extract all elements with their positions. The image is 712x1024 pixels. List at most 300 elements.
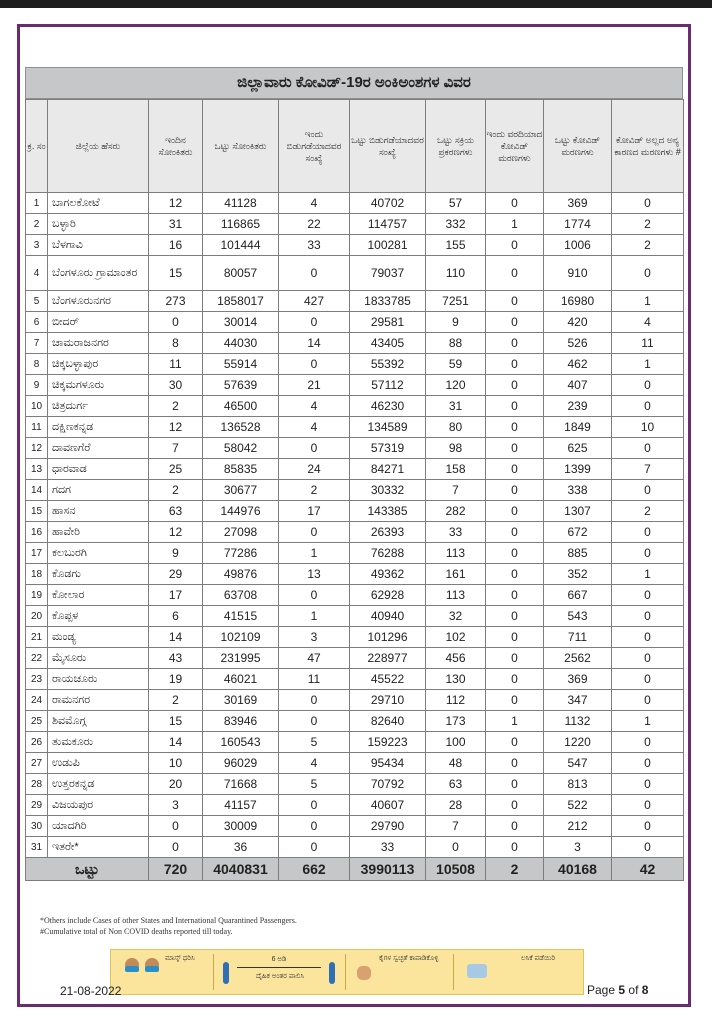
value-cell: 48	[426, 753, 486, 774]
value-cell: 4	[612, 312, 684, 333]
value-cell: 57319	[350, 438, 426, 459]
district-name-cell: ವಿಜಯಪುರ	[48, 795, 149, 816]
value-cell: 0	[279, 837, 350, 858]
value-cell: 77286	[203, 543, 279, 564]
header-non-covid-deaths: ಕೋವಿಡ್ ಅಲ್ಲದ ಅನ್ಯ ಕಾರಣದ ಮರಣಗಳು #	[612, 100, 684, 193]
value-cell: 21	[279, 375, 350, 396]
value-cell: 672	[544, 522, 612, 543]
value-cell: 369	[544, 669, 612, 690]
table-row	[26, 501, 684, 522]
value-cell: 11	[149, 354, 203, 375]
banner-divider	[345, 954, 346, 990]
table-row	[26, 732, 684, 753]
value-cell: 0	[486, 816, 544, 837]
value-cell: 0	[486, 837, 544, 858]
table-row	[26, 585, 684, 606]
district-name-cell: ಚಿಕ್ಕಬಳ್ಳಾಪುರ	[48, 354, 149, 375]
value-cell: 1	[486, 711, 544, 732]
value-cell: 29710	[350, 690, 426, 711]
district-name-cell: ಮಂಡ್ಯ	[48, 627, 149, 648]
value-cell: 30169	[203, 690, 279, 711]
value-cell: 57112	[350, 375, 426, 396]
value-cell: 43405	[350, 333, 426, 354]
district-name-cell: ಕಲಬುರಗಿ	[48, 543, 149, 564]
value-cell: 3	[544, 837, 612, 858]
value-cell: 2	[612, 501, 684, 522]
value-cell: 0	[486, 438, 544, 459]
value-cell: 0	[486, 585, 544, 606]
value-cell: 13	[279, 564, 350, 585]
sl-cell: 13	[26, 459, 48, 480]
value-cell: 16	[149, 235, 203, 256]
value-cell: 2	[612, 214, 684, 235]
district-name-cell: ಉಡುಪಿ	[48, 753, 149, 774]
value-cell: 0	[279, 585, 350, 606]
value-cell: 0	[486, 627, 544, 648]
value-cell: 0	[612, 480, 684, 501]
district-name-cell: ಮೈಸೂರು	[48, 648, 149, 669]
total-cell: 720	[149, 858, 203, 881]
value-cell: 32	[426, 606, 486, 627]
table-row	[26, 816, 684, 837]
table-row	[26, 795, 684, 816]
table-row	[26, 543, 684, 564]
district-name-cell: ಧಾರವಾಡ	[48, 459, 149, 480]
value-cell: 352	[544, 564, 612, 585]
value-cell: 28	[426, 795, 486, 816]
value-cell: 33	[350, 837, 426, 858]
total-row	[26, 858, 684, 881]
value-cell: 95434	[350, 753, 426, 774]
value-cell: 20	[149, 774, 203, 795]
value-cell: 96029	[203, 753, 279, 774]
sl-cell: 21	[26, 627, 48, 648]
value-cell: 1	[612, 564, 684, 585]
table-row	[26, 375, 684, 396]
value-cell: 17	[279, 501, 350, 522]
value-cell: 134589	[350, 417, 426, 438]
sl-cell: 22	[26, 648, 48, 669]
value-cell: 228977	[350, 648, 426, 669]
header-active: ಒಟ್ಟು ಸಕ್ರಿಯ ಪ್ರಕರಣಗಳು	[426, 100, 486, 193]
value-cell: 0	[486, 732, 544, 753]
value-cell: 420	[544, 312, 612, 333]
value-cell: 2	[149, 480, 203, 501]
value-cell: 0	[279, 690, 350, 711]
value-cell: 9	[149, 543, 203, 564]
value-cell: 625	[544, 438, 612, 459]
value-cell: 80	[426, 417, 486, 438]
value-cell: 144976	[203, 501, 279, 522]
value-cell: 0	[612, 837, 684, 858]
value-cell: 136528	[203, 417, 279, 438]
value-cell: 46021	[203, 669, 279, 690]
value-cell: 31	[149, 214, 203, 235]
sl-cell: 7	[26, 333, 48, 354]
value-cell: 101296	[350, 627, 426, 648]
value-cell: 88	[426, 333, 486, 354]
value-cell: 0	[279, 354, 350, 375]
value-cell: 9	[426, 312, 486, 333]
value-cell: 0	[612, 606, 684, 627]
person-icon	[329, 962, 335, 984]
value-cell: 45522	[350, 669, 426, 690]
distance-text: ದೈಹಿಕ ಅಂತರ ಪಾಲಿಸಿ	[255, 973, 305, 980]
value-cell: 113	[426, 585, 486, 606]
value-cell: 0	[612, 627, 684, 648]
value-cell: 116865	[203, 214, 279, 235]
table-row	[26, 627, 684, 648]
value-cell: 239	[544, 396, 612, 417]
district-name-cell: ಹಾಸನ	[48, 501, 149, 522]
value-cell: 47	[279, 648, 350, 669]
value-cell: 347	[544, 690, 612, 711]
value-cell: 22	[279, 214, 350, 235]
value-cell: 55392	[350, 354, 426, 375]
value-cell: 0	[279, 816, 350, 837]
district-name-cell: ಬಳ್ಳಾರಿ	[48, 214, 149, 235]
header-today-deaths: ಇಂದು ವರದಿಯಾದ ಕೋವಿಡ್ ಮರಣಗಳು	[486, 100, 544, 193]
value-cell: 57	[426, 193, 486, 214]
value-cell: 407	[544, 375, 612, 396]
sl-cell: 25	[26, 711, 48, 732]
value-cell: 158	[426, 459, 486, 480]
value-cell: 0	[612, 522, 684, 543]
value-cell: 1858017	[203, 291, 279, 312]
district-name-cell: ಶಿವಮೊಗ್ಗ	[48, 711, 149, 732]
value-cell: 4	[279, 417, 350, 438]
value-cell: 33	[279, 235, 350, 256]
value-cell: 16980	[544, 291, 612, 312]
header-total-discharged: ಒಟ್ಟು ಬಿಡುಗಡೆಯಾದವರ ಸಂಖ್ಯೆ	[350, 100, 426, 193]
value-cell: 1	[279, 543, 350, 564]
sl-cell: 12	[26, 438, 48, 459]
value-cell: 12	[149, 522, 203, 543]
district-name-cell: ಬೀದರ್	[48, 312, 149, 333]
value-cell: 273	[149, 291, 203, 312]
value-cell: 11	[612, 333, 684, 354]
table-row	[26, 648, 684, 669]
district-name-cell: ಚಿಕ್ಕಮಗಳೂರು	[48, 375, 149, 396]
value-cell: 44030	[203, 333, 279, 354]
sl-cell: 11	[26, 417, 48, 438]
value-cell: 110	[426, 256, 486, 291]
value-cell: 0	[486, 795, 544, 816]
mask-icon	[125, 966, 139, 972]
hands-wash-icon	[357, 966, 371, 980]
value-cell: 667	[544, 585, 612, 606]
district-covid-table	[25, 99, 684, 881]
value-cell: 30677	[203, 480, 279, 501]
top-dark-strip	[0, 0, 712, 8]
value-cell: 46230	[350, 396, 426, 417]
value-cell: 0	[612, 669, 684, 690]
sl-cell: 1	[26, 193, 48, 214]
value-cell: 29	[149, 564, 203, 585]
value-cell: 114757	[350, 214, 426, 235]
value-cell: 910	[544, 256, 612, 291]
district-name-cell: ದಕ್ಷಿಣಕನ್ನಡ	[48, 417, 149, 438]
sl-cell: 19	[26, 585, 48, 606]
value-cell: 2	[149, 690, 203, 711]
page-prefix: Page	[587, 983, 616, 997]
value-cell: 1006	[544, 235, 612, 256]
total-cell: 662	[279, 858, 350, 881]
table-row	[26, 459, 684, 480]
sl-cell: 5	[26, 291, 48, 312]
district-name-cell: ಬೆಂಗಳೂರು ಗ್ರಾಮಾಂತರ	[48, 256, 149, 291]
value-cell: 11	[279, 669, 350, 690]
sl-cell: 27	[26, 753, 48, 774]
value-cell: 0	[486, 606, 544, 627]
value-cell: 10	[149, 753, 203, 774]
value-cell: 332	[426, 214, 486, 235]
table-row	[26, 837, 684, 858]
district-name-cell: ಹಾವೇರಿ	[48, 522, 149, 543]
value-cell: 82640	[350, 711, 426, 732]
value-cell: 0	[612, 690, 684, 711]
value-cell: 130	[426, 669, 486, 690]
table-row	[26, 753, 684, 774]
value-cell: 24	[279, 459, 350, 480]
value-cell: 112	[426, 690, 486, 711]
sl-cell: 28	[26, 774, 48, 795]
page-current: 5	[618, 983, 626, 997]
banner-divider	[213, 954, 214, 990]
value-cell: 522	[544, 795, 612, 816]
total-label: ಒಟ್ಟು	[26, 858, 149, 881]
value-cell: 1	[612, 711, 684, 732]
value-cell: 58042	[203, 438, 279, 459]
value-cell: 14	[279, 333, 350, 354]
value-cell: 0	[486, 193, 544, 214]
value-cell: 0	[612, 543, 684, 564]
table-row	[26, 291, 684, 312]
value-cell: 1849	[544, 417, 612, 438]
value-cell: 49362	[350, 564, 426, 585]
value-cell: 0	[486, 256, 544, 291]
value-cell: 1220	[544, 732, 612, 753]
value-cell: 0	[612, 648, 684, 669]
district-name-cell: ರಾಮನಗರ	[48, 690, 149, 711]
value-cell: 120	[426, 375, 486, 396]
table-row	[26, 256, 684, 291]
value-cell: 7251	[426, 291, 486, 312]
distance-label: 6 ಅಡಿ	[271, 956, 287, 963]
value-cell: 173	[426, 711, 486, 732]
sl-cell: 3	[26, 235, 48, 256]
value-cell: 456	[426, 648, 486, 669]
table-row	[26, 235, 684, 256]
table-row	[26, 774, 684, 795]
value-cell: 1	[279, 606, 350, 627]
value-cell: 43	[149, 648, 203, 669]
value-cell: 0	[279, 795, 350, 816]
value-cell: 0	[486, 417, 544, 438]
total-cell: 10508	[426, 858, 486, 881]
value-cell: 0	[612, 816, 684, 837]
district-name-cell: ಕೊಡಗು	[48, 564, 149, 585]
value-cell: 212	[544, 816, 612, 837]
banner-divider	[453, 954, 454, 990]
value-cell: 49876	[203, 564, 279, 585]
header-sl: ಕ್ರ. ಸಂ	[26, 100, 48, 193]
value-cell: 19	[149, 669, 203, 690]
value-cell: 55914	[203, 354, 279, 375]
sl-cell: 15	[26, 501, 48, 522]
value-cell: 7	[426, 816, 486, 837]
value-cell: 41515	[203, 606, 279, 627]
value-cell: 0	[486, 291, 544, 312]
table-row	[26, 669, 684, 690]
value-cell: 70792	[350, 774, 426, 795]
table-row	[26, 354, 684, 375]
district-name-cell: ಕೋಲಾರ	[48, 585, 149, 606]
value-cell: 2	[149, 396, 203, 417]
district-name-cell: ಇತರೇ*	[48, 837, 149, 858]
value-cell: 59	[426, 354, 486, 375]
page-total: 8	[641, 983, 649, 997]
value-cell: 57639	[203, 375, 279, 396]
value-cell: 27098	[203, 522, 279, 543]
value-cell: 338	[544, 480, 612, 501]
table-row	[26, 193, 684, 214]
district-name-cell: ಚಾಮರಾಜನಗರ	[48, 333, 149, 354]
value-cell: 0	[279, 522, 350, 543]
value-cell: 0	[486, 459, 544, 480]
value-cell: 1	[612, 291, 684, 312]
value-cell: 0	[279, 312, 350, 333]
value-cell: 80057	[203, 256, 279, 291]
sl-cell: 17	[26, 543, 48, 564]
value-cell: 4	[279, 396, 350, 417]
sl-cell: 9	[26, 375, 48, 396]
value-cell: 0	[149, 837, 203, 858]
table-row	[26, 438, 684, 459]
table-body	[26, 193, 684, 858]
value-cell: 0	[486, 648, 544, 669]
table-row	[26, 417, 684, 438]
header-today-positive: ಇಂದಿನ ಸೋಂಕಿತರು	[149, 100, 203, 193]
awareness-banner	[110, 949, 584, 995]
value-cell: 0	[486, 312, 544, 333]
value-cell: 0	[486, 354, 544, 375]
value-cell: 79037	[350, 256, 426, 291]
value-cell: 2	[279, 480, 350, 501]
value-cell: 14	[149, 627, 203, 648]
value-cell: 0	[279, 256, 350, 291]
district-name-cell: ಯಾದಗಿರಿ	[48, 816, 149, 837]
district-name-cell: ಗದಗ	[48, 480, 149, 501]
total-cell: 3990113	[350, 858, 426, 881]
value-cell: 62928	[350, 585, 426, 606]
value-cell: 0	[149, 312, 203, 333]
value-cell: 6	[149, 606, 203, 627]
table-row	[26, 711, 684, 732]
value-cell: 102	[426, 627, 486, 648]
value-cell: 15	[149, 256, 203, 291]
header-total-deaths: ಒಟ್ಟು ಕೋವಿಡ್ ಮರಣಗಳು	[544, 100, 612, 193]
value-cell: 0	[612, 585, 684, 606]
value-cell: 102109	[203, 627, 279, 648]
district-name-cell: ಚಿತ್ರದುರ್ಗ	[48, 396, 149, 417]
vaccine-text: ಲಸಿಕೆ ಪಡೆಯಿರಿ	[521, 955, 556, 962]
value-cell: 29790	[350, 816, 426, 837]
total-cell: 40168	[544, 858, 612, 881]
value-cell: 26393	[350, 522, 426, 543]
value-cell: 547	[544, 753, 612, 774]
table-row	[26, 480, 684, 501]
district-name-cell: ಬಾಗಲಕೋಟೆ	[48, 193, 149, 214]
table-row	[26, 333, 684, 354]
value-cell: 462	[544, 354, 612, 375]
value-cell: 46500	[203, 396, 279, 417]
value-cell: 31	[426, 396, 486, 417]
value-cell: 0	[279, 438, 350, 459]
value-cell: 1833785	[350, 291, 426, 312]
value-cell: 30	[149, 375, 203, 396]
value-cell: 10	[612, 417, 684, 438]
value-cell: 885	[544, 543, 612, 564]
footnote-others: *Others include Cases of other States and International Quarantined Passengers.	[40, 916, 297, 925]
sl-cell: 20	[26, 606, 48, 627]
value-cell: 0	[612, 753, 684, 774]
table-row	[26, 214, 684, 235]
district-name-cell: ಬೆಳಗಾವಿ	[48, 235, 149, 256]
value-cell: 12	[149, 417, 203, 438]
value-cell: 0	[612, 795, 684, 816]
value-cell: 0	[486, 564, 544, 585]
value-cell: 0	[486, 753, 544, 774]
report-date: 21-08-2022	[60, 984, 122, 998]
value-cell: 427	[279, 291, 350, 312]
value-cell: 0	[426, 837, 486, 858]
value-cell: 0	[486, 774, 544, 795]
mask-icon	[145, 966, 159, 972]
district-name-cell: ದಾವಣಗೆರೆ	[48, 438, 149, 459]
value-cell: 2562	[544, 648, 612, 669]
value-cell: 369	[544, 193, 612, 214]
value-cell: 0	[612, 396, 684, 417]
value-cell: 1774	[544, 214, 612, 235]
table-row	[26, 690, 684, 711]
value-cell: 40607	[350, 795, 426, 816]
value-cell: 0	[486, 375, 544, 396]
value-cell: 29581	[350, 312, 426, 333]
district-name-cell: ಕೊಪ್ಪಳ	[48, 606, 149, 627]
value-cell: 231995	[203, 648, 279, 669]
header-district: ಜಿಲ್ಲೆಯ ಹೆಸರು	[48, 100, 149, 193]
value-cell: 7	[149, 438, 203, 459]
value-cell: 36	[203, 837, 279, 858]
page-of: of	[628, 983, 639, 997]
total-cell: 2	[486, 858, 544, 881]
value-cell: 71668	[203, 774, 279, 795]
value-cell: 2	[612, 235, 684, 256]
value-cell: 33	[426, 522, 486, 543]
value-cell: 100	[426, 732, 486, 753]
value-cell: 7	[426, 480, 486, 501]
value-cell: 25	[149, 459, 203, 480]
value-cell: 0	[612, 193, 684, 214]
value-cell: 1399	[544, 459, 612, 480]
value-cell: 5	[279, 774, 350, 795]
value-cell: 12	[149, 193, 203, 214]
value-cell: 0	[486, 396, 544, 417]
footnotes	[40, 915, 297, 937]
value-cell: 84271	[350, 459, 426, 480]
value-cell: 0	[486, 522, 544, 543]
